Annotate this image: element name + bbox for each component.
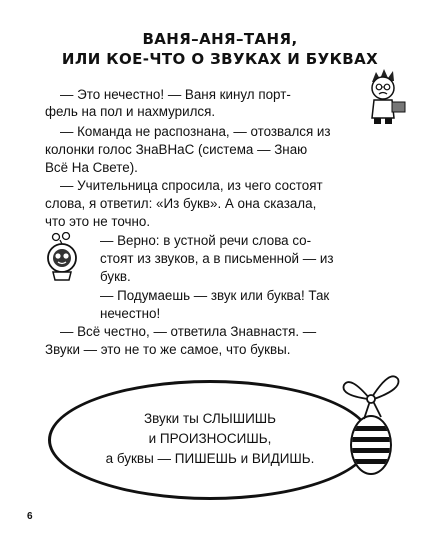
chapter-title-line-2: ИЛИ КОЕ-ЧТО О ЗВУКАХ И БУКВАХ (61, 50, 379, 68)
text-line: Звуки — это не то же самое, что буквы. (45, 342, 291, 357)
text-line: — Подумаешь — звук или буква! Так (100, 288, 330, 303)
text-line: — Команда не распознана, — отозвался из (60, 124, 331, 139)
text-line: стоят из звуков, а в письменной — из (100, 251, 334, 266)
text-line: — Это нечестно! — Ваня кинул порт- (60, 87, 291, 102)
robot-girl-icon (44, 232, 80, 282)
chapter-title-line-1: ВАНЯ–АНЯ–ТАНЯ, (142, 30, 298, 48)
text-line: Всё На Свете). (45, 160, 138, 175)
text-line: — Всё честно, — ответила Знавнастя. — (60, 324, 317, 339)
text-line: букв. (100, 269, 131, 284)
callout-line: а буквы — ПИШЕШЬ и ВИДИШЬ. (105, 451, 315, 466)
text-line: — Верно: в устной речи слова со- (100, 233, 312, 248)
text-line: слова, я ответил: «Из букв». А она сказала, (45, 196, 317, 211)
callout-line: Звуки ты СЛЫШИШЬ (143, 411, 277, 426)
page-number: 6 (27, 511, 33, 522)
text-line: — Учительница спросила, из чего состоят (60, 178, 323, 193)
callout-line: и ПРОИЗНОСИШЬ, (148, 431, 272, 446)
text-line: фель на пол и нахмурился. (45, 104, 216, 119)
boy-with-book-icon (362, 66, 408, 126)
text-line: нечестно! (100, 306, 161, 321)
text-line: колонки голос ЗнаВНаС (система — Знаю (45, 142, 308, 157)
text-line: что это не точно. (45, 214, 151, 229)
